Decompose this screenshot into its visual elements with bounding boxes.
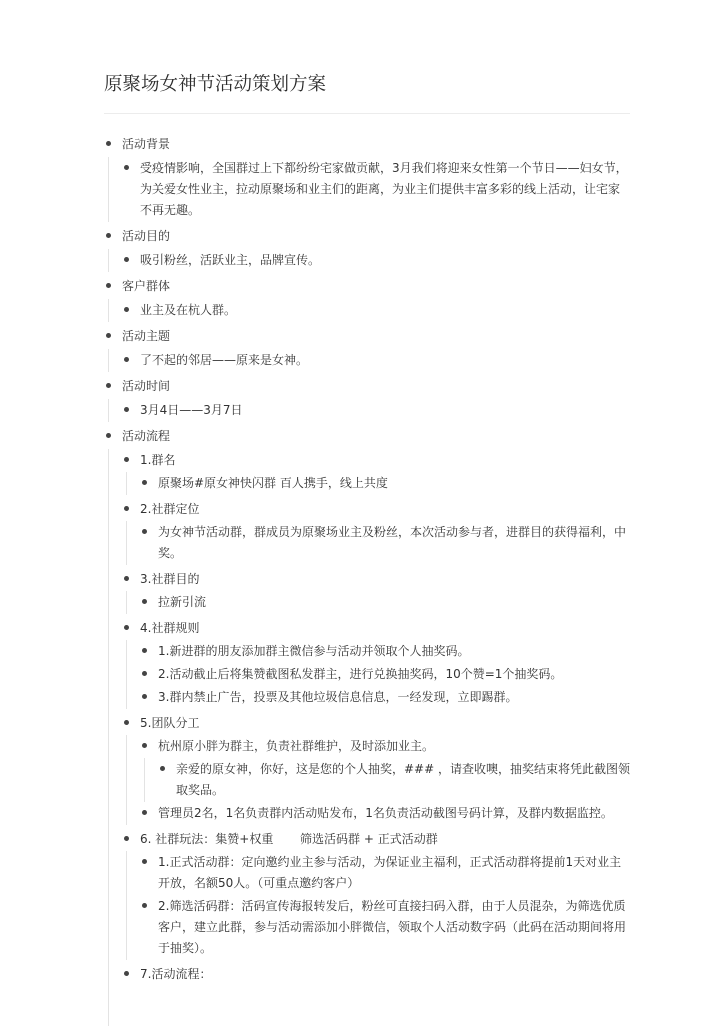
step-rules[interactable]: [122, 617, 630, 709]
bullet-icon: [142, 480, 147, 485]
bullet-icon: [124, 257, 129, 262]
step-children: [126, 735, 630, 825]
bullet-icon: [124, 357, 129, 362]
list-item-text: 了不起的邻居——原来是女神。: [140, 353, 309, 367]
step-label: 7.活动流程：: [140, 967, 212, 981]
bullet-icon: [142, 599, 147, 604]
section-label: 活动主题: [122, 329, 171, 343]
list-item-text: 3.群内禁止广告，投票及其他垃圾信息信息，一经发现，立即踢群。: [158, 690, 518, 704]
bullet-icon: [124, 720, 129, 725]
bullet-icon: [106, 333, 111, 338]
list-item-text: 管理员2名，1名负责群内活动贴发布，1名负责活动截图号码计算，及群内数据监控。: [158, 806, 613, 820]
step-children: [126, 640, 630, 709]
section-children: [108, 349, 630, 372]
bullet-icon: [142, 859, 147, 864]
list-item[interactable]: [122, 399, 630, 422]
section-label: 活动背景: [122, 137, 171, 151]
section-children: [108, 157, 630, 222]
list-item-text: 1.正式活动群：定向邀约业主参与活动，为保证业主福利，正式活动群将提前1天对业主开放，名额50人。（可重点邀约客户）: [158, 855, 622, 890]
outline-list: [104, 133, 630, 1026]
list-item-text: 受疫情影响，全国群过上下都纷纷宅家做贡献，3月我们将迎来女性第一个节日——妇女节，为关爱女性业主，拉动原聚场和业主们的距离，为业主们提供丰富多彩的线上活动，让宅家不再无趣。: [140, 161, 628, 217]
section-theme[interactable]: [104, 325, 630, 372]
section-label: 客户群体: [122, 279, 171, 293]
section-label: 活动流程: [122, 429, 171, 443]
step-label: 4.社群规则: [140, 621, 200, 635]
bullet-icon: [142, 694, 147, 699]
section-children: [108, 399, 630, 422]
section-process[interactable]: [104, 425, 630, 1026]
section-label: 活动时间: [122, 379, 171, 393]
list-item-text: 原聚场#原女神快闪群 百人携手，线上共度: [158, 476, 388, 490]
list-item[interactable]: [122, 349, 630, 372]
step-goal[interactable]: [122, 568, 630, 614]
bullet-icon: [124, 971, 129, 976]
list-item[interactable]: [158, 758, 630, 802]
list-item-text: 吸引粉丝，活跃业主，品牌宣传。: [140, 253, 321, 267]
list-item[interactable]: [140, 521, 630, 565]
bullet-icon: [124, 307, 129, 312]
section-time[interactable]: [104, 375, 630, 422]
section-purpose[interactable]: [104, 225, 630, 272]
bullet-icon: [106, 141, 111, 146]
step-gameplay[interactable]: [122, 828, 630, 960]
section-label: 活动目的: [122, 229, 171, 243]
bullet-icon: [124, 625, 129, 630]
section-background[interactable]: [104, 133, 630, 222]
section-children: [108, 449, 630, 1026]
bullet-icon: [124, 576, 129, 581]
step-team[interactable]: [122, 712, 630, 825]
section-children: [108, 249, 630, 272]
list-item-text: 2.筛选活码群：活码宣传海报转发后，粉丝可直接扫码入群，由于人员混杂，为筛选优质客户，建立此群，参与活动需添加小胖微信，领取个人活动数字码（此码在活动期间将用于抽奖）。: [158, 899, 627, 955]
list-item-text: 为女神节活动群，群成员为原聚场业主及粉丝，本次活动参与者，进群目的获得福利，中奖。: [158, 525, 627, 560]
step-label: 3.社群目的: [140, 572, 200, 586]
list-item[interactable]: [140, 663, 630, 686]
bullet-icon: [106, 283, 111, 288]
nested-children: [144, 758, 630, 802]
list-item[interactable]: [140, 802, 630, 825]
step-children: [126, 472, 630, 495]
list-item-text: 1.新进群的朋友添加群主微信参与活动并领取个人抽奖码。: [158, 644, 470, 658]
list-item[interactable]: [122, 157, 630, 222]
list-item[interactable]: [140, 735, 630, 802]
bullet-icon: [142, 743, 147, 748]
bullet-icon: [124, 506, 129, 511]
title-divider: [104, 113, 630, 114]
bullet-icon: [124, 836, 129, 841]
bullet-icon: [142, 810, 147, 815]
step-positioning[interactable]: [122, 498, 630, 565]
bullet-icon: [124, 165, 129, 170]
step-children: [126, 521, 630, 565]
list-item[interactable]: [140, 686, 630, 709]
step-group-name[interactable]: [122, 449, 630, 495]
list-item-text: 拉新引流: [158, 595, 207, 609]
bullet-icon: [124, 457, 129, 462]
step-children: [126, 851, 630, 960]
list-item[interactable]: [122, 249, 630, 272]
step-label: 5.团队分工: [140, 716, 200, 730]
list-item[interactable]: [140, 591, 630, 614]
step-children: [126, 591, 630, 614]
bullet-icon: [106, 433, 111, 438]
list-item[interactable]: [140, 472, 630, 495]
list-item-text: 亲爱的原女神，你好，这是您的个人抽奖，### ，请查收噢，抽奖结束将凭此截图领取奖品。: [176, 762, 630, 797]
list-item-text: 杭州原小胖为群主，负责社群维护，及时添加业主。: [158, 739, 435, 753]
step-label: 6. 社群玩法：集赞+权重 筛选活码群 + 正式活动群: [140, 832, 438, 846]
list-item[interactable]: [140, 895, 630, 960]
bullet-icon: [142, 529, 147, 534]
list-item[interactable]: [140, 851, 630, 895]
bullet-icon: [160, 766, 165, 771]
bullet-icon: [142, 648, 147, 653]
step-flow[interactable]: [122, 963, 630, 986]
bullet-icon: [106, 383, 111, 388]
list-item-text: 业主及在杭人群。: [140, 303, 237, 317]
section-children: [108, 299, 630, 322]
list-item[interactable]: [140, 640, 630, 663]
section-audience[interactable]: [104, 275, 630, 322]
list-item[interactable]: [122, 299, 630, 322]
bullet-icon: [142, 671, 147, 676]
list-item-text: 2.活动截止后将集赞截图私发群主，进行兑换抽奖码，10个赞=1个抽奖码。: [158, 667, 563, 681]
page-title: 原聚场女神节活动策划方案: [104, 74, 327, 95]
list-item-text: 3月4日——3月7日: [140, 403, 243, 417]
step-label: 1.群名: [140, 453, 176, 467]
step-label: 2.社群定位: [140, 502, 200, 516]
bullet-icon: [124, 407, 129, 412]
bullet-icon: [142, 903, 147, 908]
bullet-icon: [106, 233, 111, 238]
